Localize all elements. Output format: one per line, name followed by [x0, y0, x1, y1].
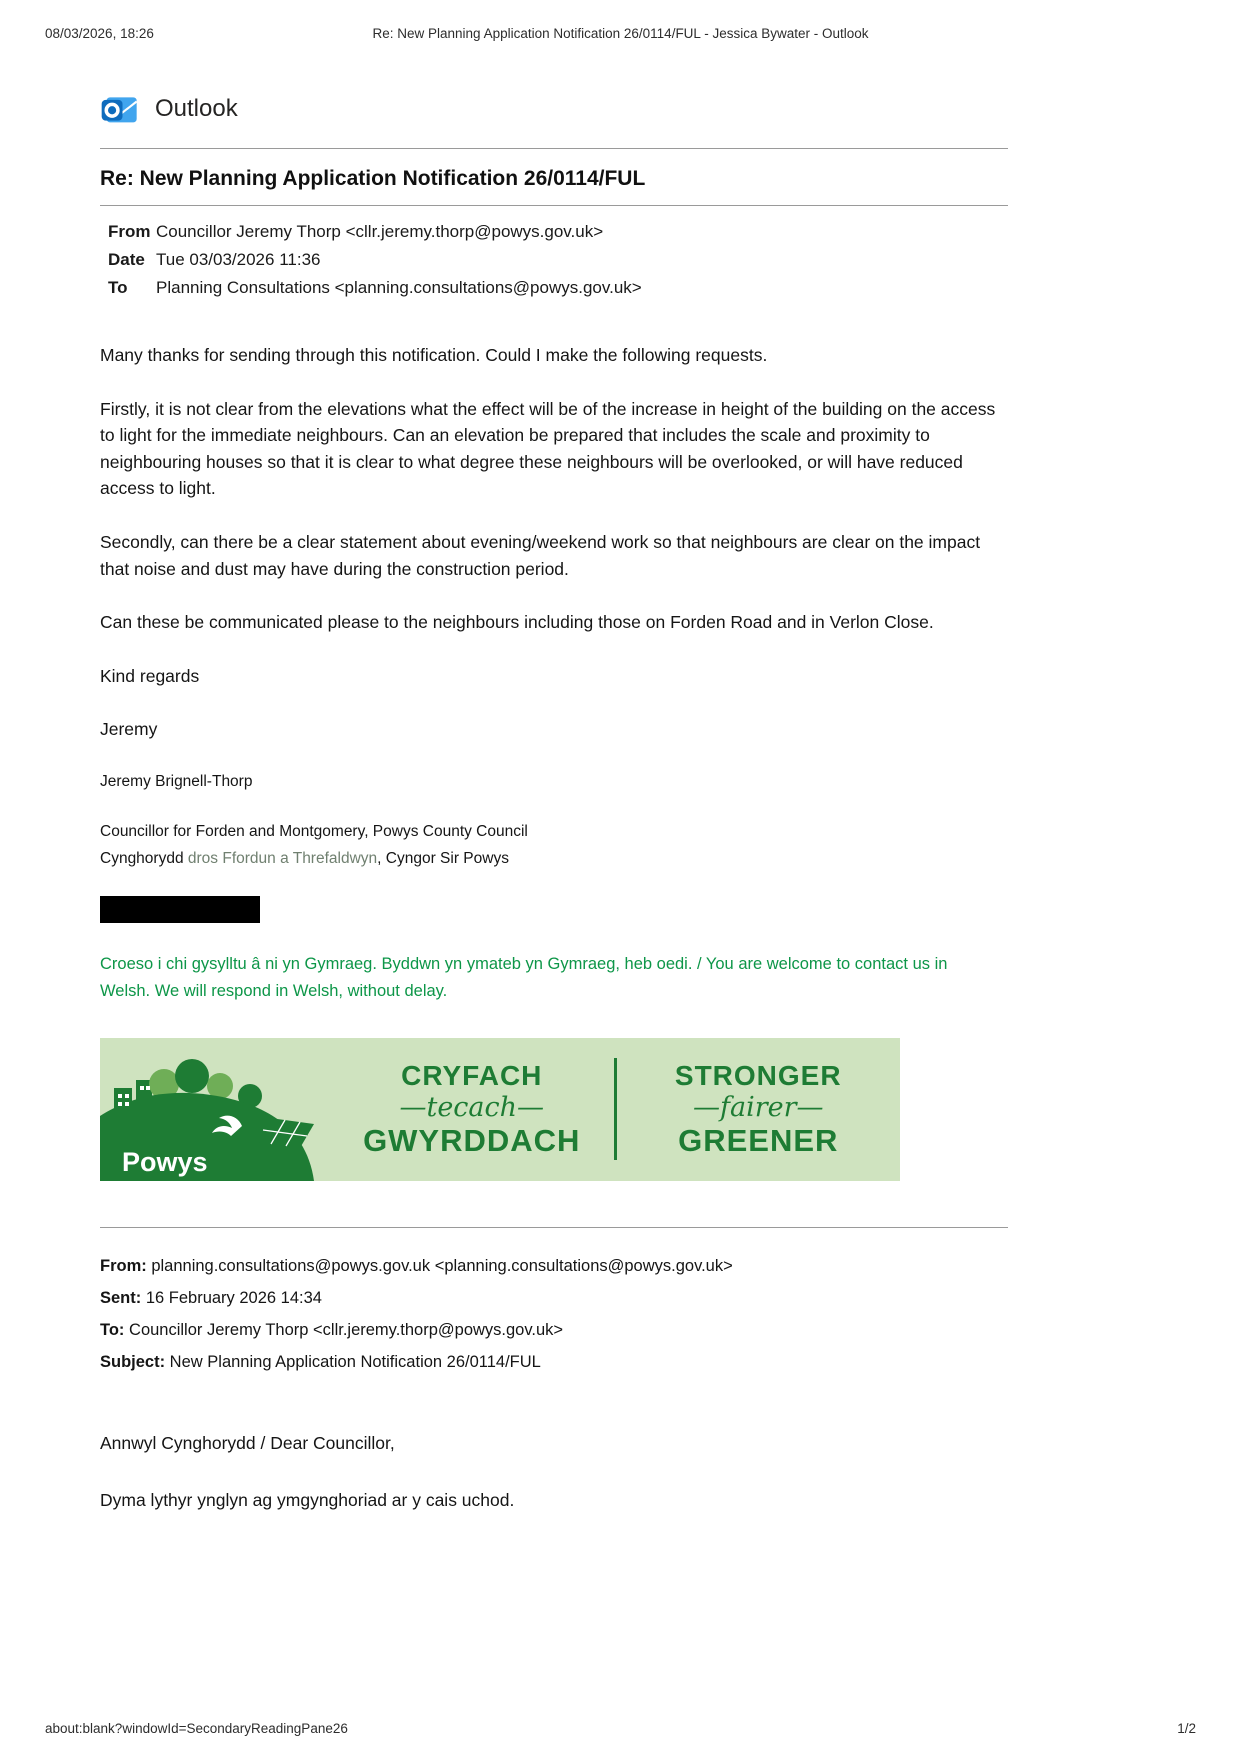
- print-datetime: 08/03/2026, 18:26: [45, 26, 154, 41]
- banner-welsh-line1: CRYFACH: [401, 1060, 543, 1092]
- banner-welsh-line2: —tecach—: [399, 1091, 545, 1123]
- body-paragraph: Can these be communicated please to the neighbours including those on Forden Road and in Verlon Close.: [100, 612, 934, 633]
- quoted-from-value: planning.consultations@powys.gov.uk <planning.consultations@powys.gov.uk>: [146, 1256, 733, 1275]
- banner-welsh-line3: GWYRDDACH: [363, 1123, 581, 1159]
- meta-from-label: From: [108, 222, 151, 241]
- outlook-icon: [100, 89, 140, 129]
- meta-date-label: Date: [108, 250, 145, 269]
- quoted-from-label: From:: [100, 1256, 147, 1275]
- signoff: Kind regards: [100, 665, 200, 686]
- quoted-sent-label: Sent:: [100, 1289, 142, 1307]
- banner-english-line3: GREENER: [678, 1123, 839, 1159]
- banner-english-line2: —fairer—: [692, 1091, 824, 1123]
- print-url: about:blank?windowId=SecondaryReadingPane26: [45, 1721, 348, 1736]
- role-welsh-muted: dros Ffordun a Threfaldwyn: [187, 849, 378, 867]
- meta-to-label: To: [108, 278, 128, 297]
- quoted-subject-value: New Planning Application Notification 26/0114/FUL: [165, 1353, 541, 1372]
- redacted-text-block: [100, 896, 260, 923]
- powys-logo: [100, 1038, 330, 1181]
- email-subject: Re: New Planning Application Notification 26/0114/FUL: [100, 167, 646, 190]
- quoted-sent-value: 16 February 2026 14:34: [141, 1289, 322, 1307]
- email-body: [100, 342, 1008, 1513]
- outlook-brand: [100, 88, 1008, 130]
- divider-subject: [100, 205, 1008, 206]
- divider-quoted: [100, 1227, 1008, 1228]
- quoted-body-line: Dyma lythyr ynglyn ag ymgynghoriad ar y cais uchod.: [100, 1489, 515, 1510]
- banner-english-line1: STRONGER: [674, 1060, 842, 1092]
- meta-date-row: [108, 250, 1008, 270]
- quoted-from-row: [100, 1252, 1008, 1280]
- quoted-to-value: Councillor Jeremy Thorp <cllr.jeremy.thorp@powys.gov.uk>: [124, 1321, 564, 1340]
- quoted-subject-label: Subject:: [100, 1353, 166, 1372]
- print-footer: [45, 1721, 1196, 1736]
- signature-full-name: Jeremy Brignell-Thorp: [100, 772, 253, 790]
- signature-role-welsh: [100, 846, 1008, 872]
- meta-from-row: [108, 222, 1008, 242]
- role-welsh-prefix: Cynghorydd: [100, 849, 188, 867]
- powys-banner: [100, 1038, 900, 1181]
- body-paragraph: Firstly, it is not clear from the elevations what the effect will be of the increase in height of the building on the access to light for the immediate neighbours. Can an elevation be prepared that includes the scale and proximity to neighbouring houses so that it is clear to what degree these neighbours will be overlooked, or will have reduced access to light.: [100, 398, 996, 499]
- quoted-to-label: To:: [100, 1321, 125, 1340]
- quoted-sent-row: [100, 1284, 1008, 1312]
- print-header: [45, 26, 1196, 46]
- banner-welsh-column: [330, 1061, 614, 1157]
- meta-date-value: Tue 03/03/2026 11:36: [156, 250, 321, 269]
- signature-role-english: Councillor for Forden and Montgomery, Powys County Council: [100, 823, 528, 841]
- powys-logo-text: Powys: [122, 1146, 208, 1177]
- role-welsh-suffix: , Cyngor Sir Powys: [377, 849, 509, 867]
- quoted-subject-row: [100, 1348, 1008, 1376]
- quoted-greeting: Annwyl Cynghorydd / Dear Councillor,: [100, 1433, 395, 1454]
- quoted-to-row: [100, 1316, 1008, 1344]
- quoted-message-header: [100, 1252, 1008, 1376]
- outlook-wordmark: Outlook: [155, 95, 238, 122]
- signature-short: Jeremy: [100, 719, 158, 740]
- meta-to-row: [108, 278, 1008, 298]
- body-paragraph: Secondly, can there be a clear statement about evening/weekend work so that neighbours are clear on the impact that noise and dust may have during the construction period.: [100, 531, 981, 579]
- email-meta: [108, 222, 1008, 298]
- divider-top: [100, 148, 1008, 149]
- body-paragraph: Many thanks for sending through this notification. Could I make the following requests.: [100, 345, 768, 365]
- signature-role: [100, 819, 1008, 872]
- meta-to-value: Planning Consultations <planning.consultations@powys.gov.uk>: [156, 278, 642, 297]
- welsh-language-notice: Croeso i chi gysylltu â ni yn Gymraeg. Byddwn yn ymateb yn Gymraeg, heb oedi. / You are welcome to contact us in Welsh. We will respond in Welsh, without delay.: [100, 955, 948, 1000]
- print-title: Re: New Planning Application Notification 26/0114/FUL - Jessica Bywater - Outlook: [372, 26, 869, 41]
- meta-from-value: Councillor Jeremy Thorp <cllr.jeremy.thorp@powys.gov.uk>: [156, 222, 604, 241]
- print-page-number: 1/2: [1177, 1721, 1196, 1736]
- banner-english-column: [617, 1061, 901, 1157]
